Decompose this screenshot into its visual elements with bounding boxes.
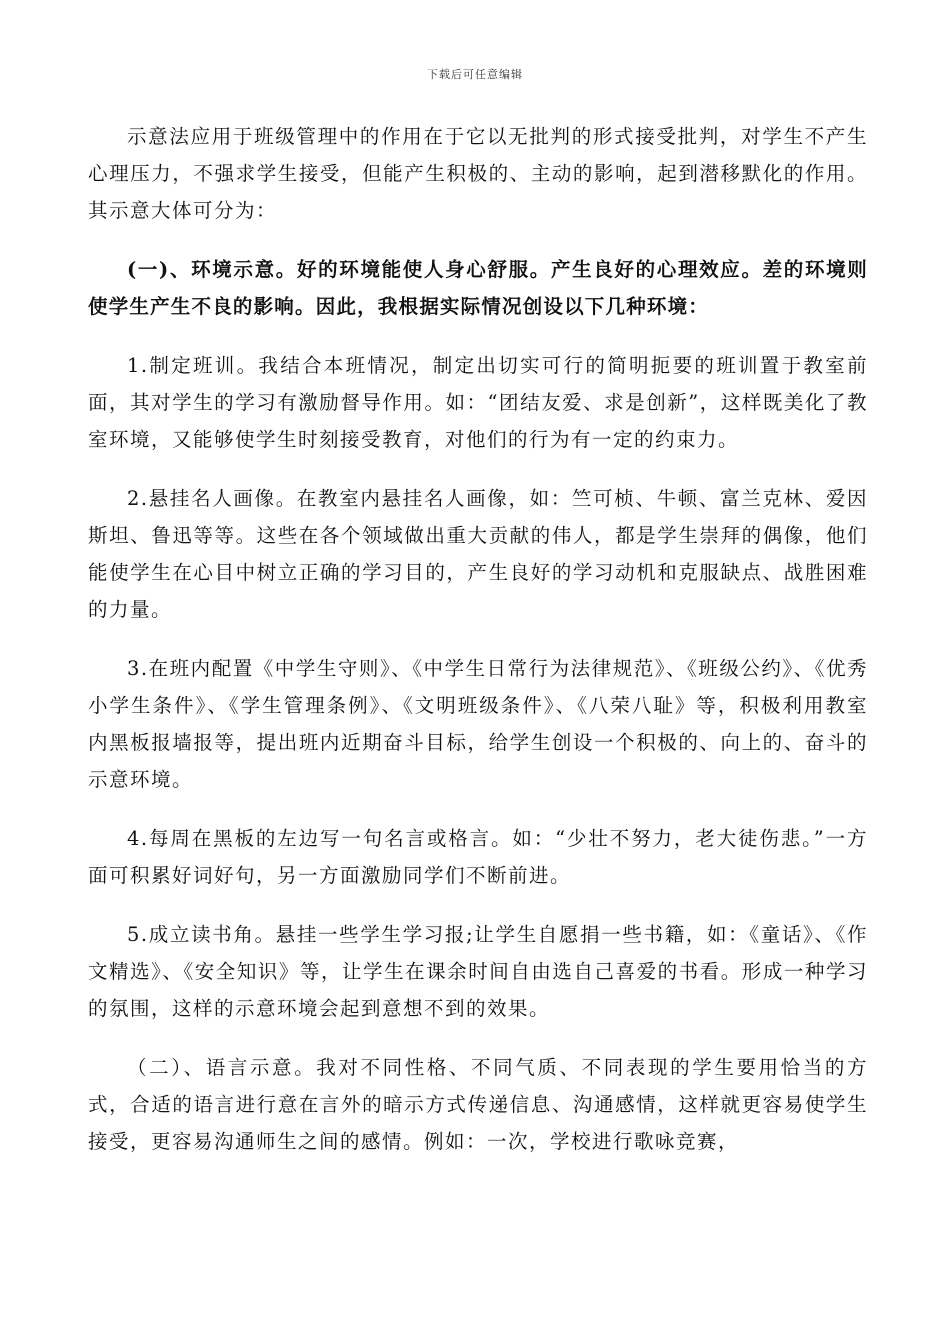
paragraph-item-4: 4.每周在黑板的左边写一句名言或格言。如：“少壮不努力，老大徒伤悲。”一方面可积累好词好句，另一方面激励同学们不断前进。 bbox=[88, 827, 868, 887]
paragraph-section-heading-environment: (一)、环境示意。好的环境能使人身心舒服。产生良好的心理效应。差的环境则使学生产生不良的影响。因此，我根据实际情况创设以下几种环境： bbox=[88, 258, 868, 318]
paragraph-item-3: 3.在班内配置《中学生守则》、《中学生日常行为法律规范》、《班级公约》、《优秀小学生条件》、《学生管理条例》、《文明班级条件》、《八荣八耻》等，积极利用教室内黑板报墙报等，提出班内近期奋斗目标，给学生创设一个积极的、向上的、奋斗的示意环境。 bbox=[88, 657, 868, 791]
paragraph-item-2: 2.悬挂名人画像。在教室内悬挂名人画像，如：竺可桢、牛顿、富兰克林、爱因斯坦、鲁迅等等。这些在各个领域做出重大贡献的伟人，都是学生崇拜的偶像，他们能使学生在心目中树立正确的学习目的，产生良好的学习动机和克服缺点、战胜困难的力量。 bbox=[88, 487, 868, 621]
paragraph-section-language: （二）、语言示意。我对不同性格、不同气质、不同表现的学生要用恰当的方式，合适的语言进行意在言外的暗示方式传递信息、沟通感情，这样就更容易使学生接受，更容易沟通师生之间的感情。例如：一次，学校进行歌咏竞赛， bbox=[88, 1056, 868, 1153]
paragraph-item-1: 1.制定班训。我结合本班情况，制定出切实可行的简明扼要的班训置于教室前面，其对学生的学习有激励督导作用。如：“团结友爱、求是创新”，这样既美化了教室环境，又能够使学生时刻接受教育，对他们的行为有一定的约束力。 bbox=[88, 354, 868, 451]
document-body bbox=[88, 118, 868, 1182]
paragraph-item-5: 5.成立读书角。悬挂一些学生学习报;让学生自愿捐一些书籍，如：《童话》、《作文精选》、《安全知识》等，让学生在课余时间自由选自己喜爱的书看。形成一种学习的氛围，这样的示意环境会起到意想不到的效果。 bbox=[88, 923, 868, 1020]
paragraph-intro: 示意法应用于班级管理中的作用在于它以无批判的形式接受批判，对学生不产生心理压力，不强求学生接受，但能产生积极的、主动的影响，起到潜移默化的作用。其示意大体可分为： bbox=[88, 125, 868, 222]
page-header: 下载后可任意编辑 bbox=[427, 68, 523, 81]
